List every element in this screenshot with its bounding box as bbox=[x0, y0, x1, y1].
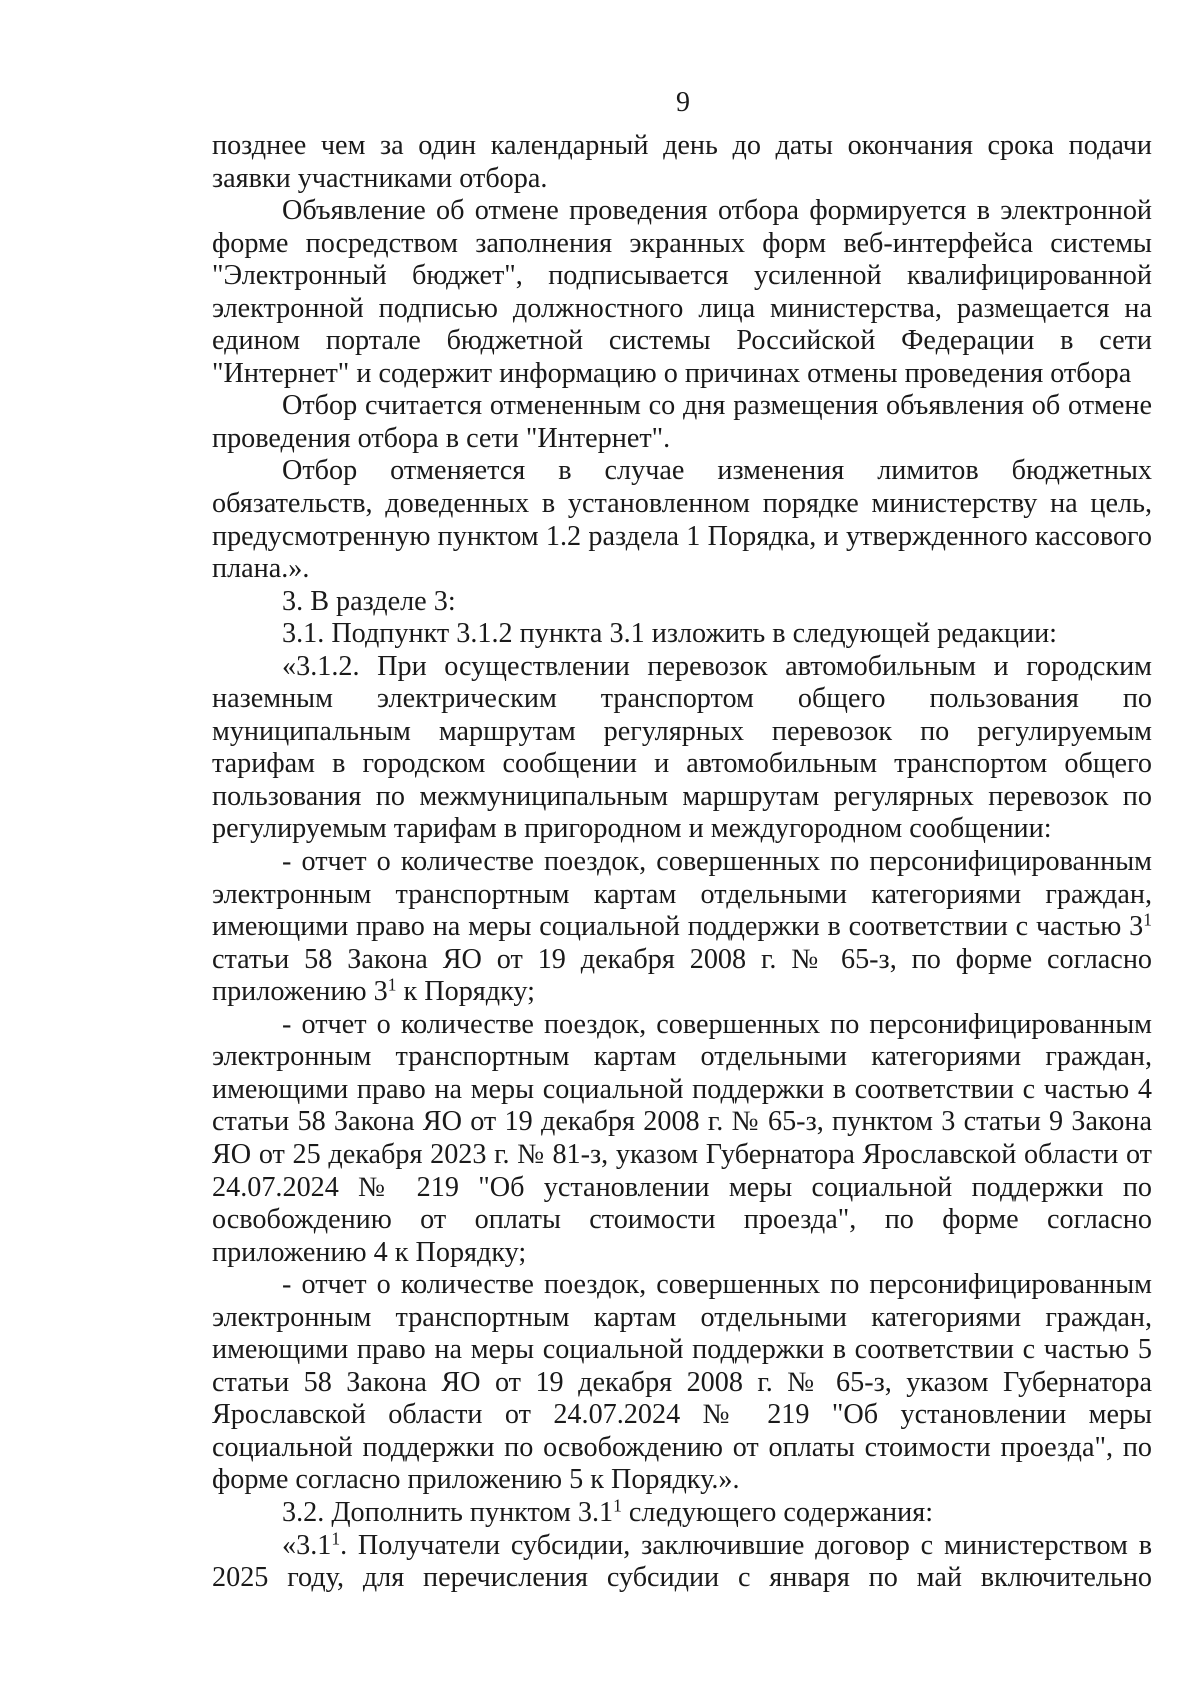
superscript: 1 bbox=[613, 1495, 622, 1516]
paragraph-cancellation-conditions: Отбор отменяется в случае изменения лимитов бюджетных обязательств, доведенных в установленном порядке министерству на цель, предусмотренную пунктом 1.2 раздела 1 Порядка, и утвержденного кассового плана.». bbox=[212, 455, 1152, 585]
text-segment: . Получатели субсидии, заключившие договор с министерством в 2025 году, для перечисления субсидии с января по май включительно bbox=[212, 1529, 1152, 1594]
paragraph-report-part-3-1 bbox=[212, 846, 1152, 1009]
paragraph-clause-3-1-1 bbox=[212, 1527, 1152, 1595]
text-segment: к Порядку; bbox=[396, 976, 535, 1008]
text-segment: следующего содержания: bbox=[621, 1496, 934, 1528]
paragraph-clause-3-2 bbox=[212, 1497, 1152, 1530]
text-segment: «3.1 bbox=[282, 1529, 332, 1561]
paragraph-selection-cancelled: Отбор считается отмененным со дня размещения объявления об отмене проведения отбора в сети "Интернет". bbox=[212, 390, 1152, 454]
document-body bbox=[212, 130, 1152, 1595]
text-segment: 3.2. Дополнить пунктом 3.1 bbox=[282, 1496, 614, 1528]
paragraph-report-part-5: - отчет о количестве поездок, совершенных по персонифицированным электронным транспортным картам отдельными категориями граждан, имеющими право на меры социальной поддержки в соответствии с частью 5 статьи 58 Закона ЯО от 19 декабря 2008 г. № 65-з, указом Губернатора Ярославской области от 24.07.2024 № 219 "Об установлении меры социальной поддержки по освобождению от оплаты стоимости проезда", по форме согласно приложению 5 к Порядку.». bbox=[212, 1269, 1152, 1496]
paragraph-clause-3-1-2: «3.1.2. При осуществлении перевозок автомобильным и городским наземным электрическим транспортом общего пользования по муниципальным маршрутам регулярных перевозок по регулируемым тарифам в городском сообщении и автомобильным транспортом общего пользования по межмуниципальным маршрутам регулярных перевозок по регулируемым тарифам в пригородном и междугородном сообщении: bbox=[212, 650, 1152, 845]
paragraph-deadline-continuation: позднее чем за один календарный день до даты окончания срока подачи заявки участниками отбора. bbox=[212, 130, 1152, 194]
superscript: 1 bbox=[1143, 909, 1152, 930]
paragraph-cancellation-announcement: Объявление об отмене проведения отбора формируется в электронной форме посредством заполнения экранных форм веб-интерфейса системы "Электронный бюджет", подписывается усиленной квалифицированной электронной подписью должностного лица министерства, размещается на едином портале бюджетной системы Российской Федерации в сети "Интернет" и содержит информацию о причинах отмены проведения отбора bbox=[212, 195, 1152, 389]
superscript: 1 bbox=[387, 974, 397, 995]
page-number: 9 bbox=[676, 87, 690, 118]
text-segment: - отчет о количестве поездок, совершенных по персонифицированным электронным транспортным картам отдельными категориями граждан, имеющими право на меры социальной поддержки в соответствии с частью 3 bbox=[212, 846, 1152, 943]
paragraph-report-part-4: - отчет о количестве поездок, совершенных по персонифицированным электронным транспортным картам отдельными категориями граждан, имеющими право на меры социальной поддержки в соответствии с частью 4 статьи 58 Закона ЯО от 19 декабря 2008 г. № 65-з, пунктом 3 статьи 9 Закона ЯО от 25 декабря 2023 г. № 81-з, указом Губернатора Ярославской области от 24.07.2024 № 219 "Об установлении меры социальной поддержки по освобождению от оплаты стоимости проезда", по форме согласно приложению 4 к Порядку; bbox=[212, 1008, 1152, 1268]
paragraph-section-3: 3. В разделе 3: bbox=[282, 585, 456, 617]
text-segment: статьи 58 Закона ЯО от 19 декабря 2008 г. № 65-з, по форме согласно приложению 3 bbox=[212, 943, 1152, 1008]
paragraph-subclause-3-1: 3.1. Подпункт 3.1.2 пункта 3.1 изложить в следующей редакции: bbox=[282, 618, 1058, 650]
superscript: 1 bbox=[331, 1527, 341, 1548]
